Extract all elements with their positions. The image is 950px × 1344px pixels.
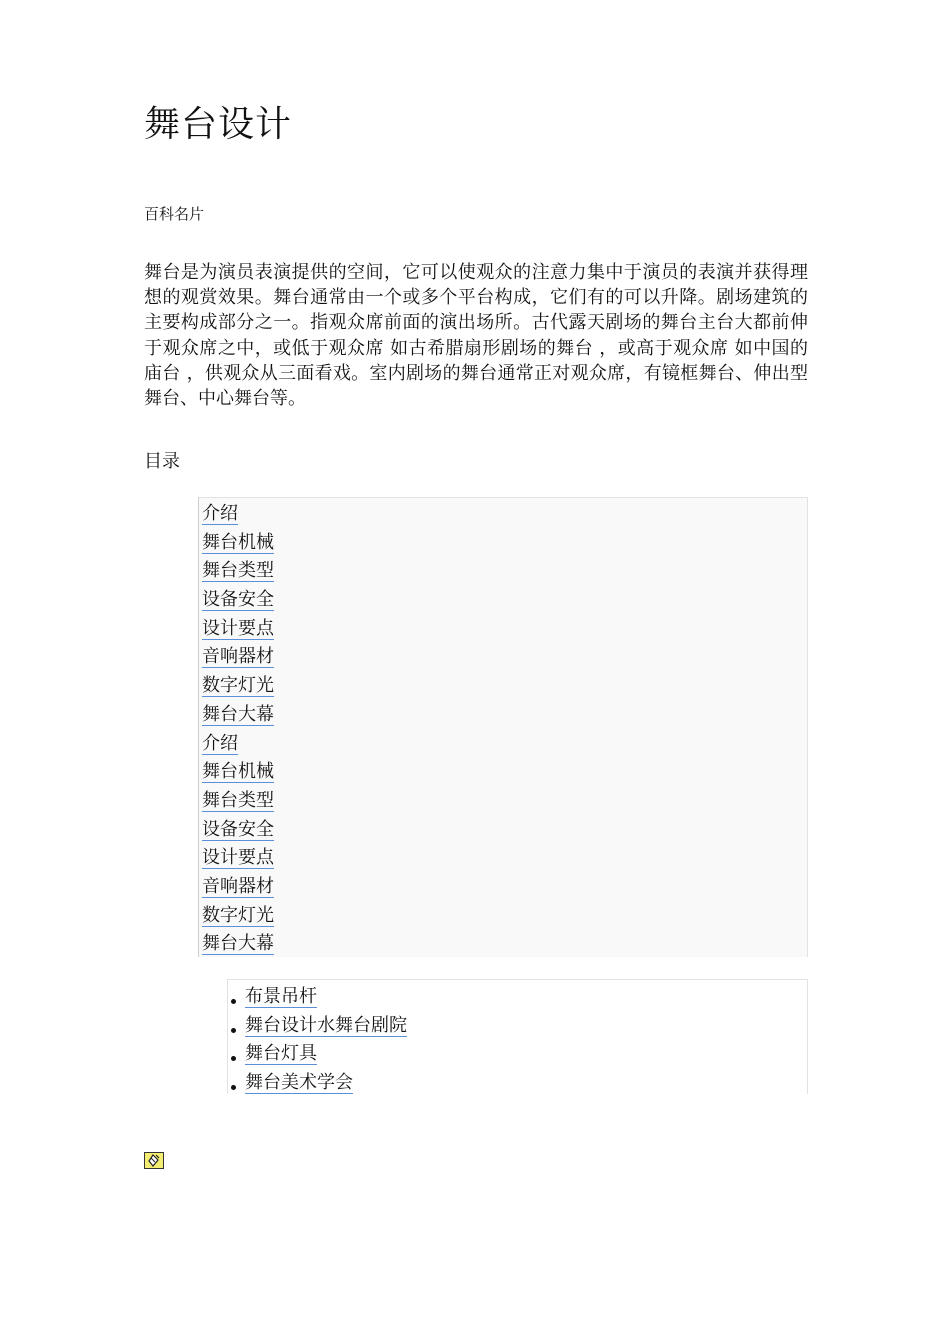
toc-link-design-points[interactable]: 设计要点: [202, 847, 274, 869]
toc-link-stage-machinery[interactable]: 舞台机械: [202, 531, 274, 553]
toc-link-intro[interactable]: 介绍: [202, 732, 238, 754]
toc-link-stage-machinery[interactable]: 舞台机械: [202, 761, 274, 783]
related-link-item: [230, 983, 407, 1012]
toc-link-stage-curtain[interactable]: 舞台大幕: [202, 933, 274, 955]
table-of-contents: [198, 497, 808, 957]
related-links-box: [227, 979, 808, 1094]
toc-item: [202, 844, 274, 873]
toc-list: [202, 500, 274, 959]
bullet-icon: [231, 1028, 236, 1033]
related-link-item: [230, 1069, 407, 1098]
bullet-icon: [231, 1056, 236, 1061]
toc-item: [202, 816, 274, 845]
toc-item: [202, 730, 274, 759]
page-title: 舞台设计: [144, 104, 293, 145]
toc-heading: 目录: [144, 451, 180, 472]
related-link-stage-art-society[interactable]: 舞台美术学会: [245, 1072, 353, 1094]
toc-link-audio-equipment[interactable]: 音响器材: [202, 875, 274, 897]
bullet-icon: [231, 999, 236, 1004]
toc-item: [202, 557, 274, 586]
toc-link-digital-lighting[interactable]: 数字灯光: [202, 904, 274, 926]
toc-link-equipment-safety[interactable]: 设备安全: [202, 818, 274, 840]
toc-item: [202, 615, 274, 644]
toc-item: [202, 672, 274, 701]
toc-item: [202, 873, 274, 902]
toc-link-stage-types[interactable]: 舞台类型: [202, 789, 274, 811]
toc-item: [202, 500, 274, 529]
toc-link-digital-lighting[interactable]: 数字灯光: [202, 675, 274, 697]
toc-link-equipment-safety[interactable]: 设备安全: [202, 589, 274, 611]
subtitle-baike-card: 百科名片: [144, 205, 205, 223]
toc-link-intro[interactable]: 介绍: [202, 503, 238, 524]
toc-item: [202, 643, 274, 672]
bullet-icon: [231, 1085, 236, 1090]
toc-link-stage-curtain[interactable]: 舞台大幕: [202, 703, 274, 725]
related-link-scenery-batten[interactable]: 布景吊杆: [245, 986, 317, 1007]
related-link-item: [230, 1012, 407, 1041]
toc-link-stage-types[interactable]: 舞台类型: [202, 560, 274, 582]
toc-item: [202, 529, 274, 558]
related-link-item: [230, 1040, 407, 1069]
related-link-water-stage-theater[interactable]: 舞台设计水舞台剧院: [245, 1014, 407, 1036]
edit-document-icon[interactable]: [144, 1152, 164, 1169]
toc-item: [202, 586, 274, 615]
toc-item: [202, 758, 274, 787]
toc-item: [202, 701, 274, 730]
toc-link-design-points[interactable]: 设计要点: [202, 617, 274, 639]
toc-item: [202, 787, 274, 816]
related-links-list: [230, 983, 407, 1098]
toc-item: [202, 930, 274, 959]
related-link-stage-lamps[interactable]: 舞台灯具: [245, 1043, 317, 1065]
toc-item: [202, 902, 274, 931]
intro-paragraph: 舞台是为演员表演提供的空间，它可以使观众的注意力集中于演员的表演并获得理想的观赏效果。舞台通常由一个或多个平台构成，它们有的可以升降。剧场建筑的主要构成部分之一。指观众席前面的演出场所。古代露天剧场的舞台主台大都前伸于观众席之中，或低于观众席 如古希腊扇形剧场的舞台 ，或高于观众席 如中国的庙台 ，供观众从三面看戏。室内剧场的舞台通常正对观众席，有镜框舞台、伸出型舞台、中心舞台等。: [144, 262, 808, 410]
toc-link-audio-equipment[interactable]: 音响器材: [202, 646, 274, 668]
